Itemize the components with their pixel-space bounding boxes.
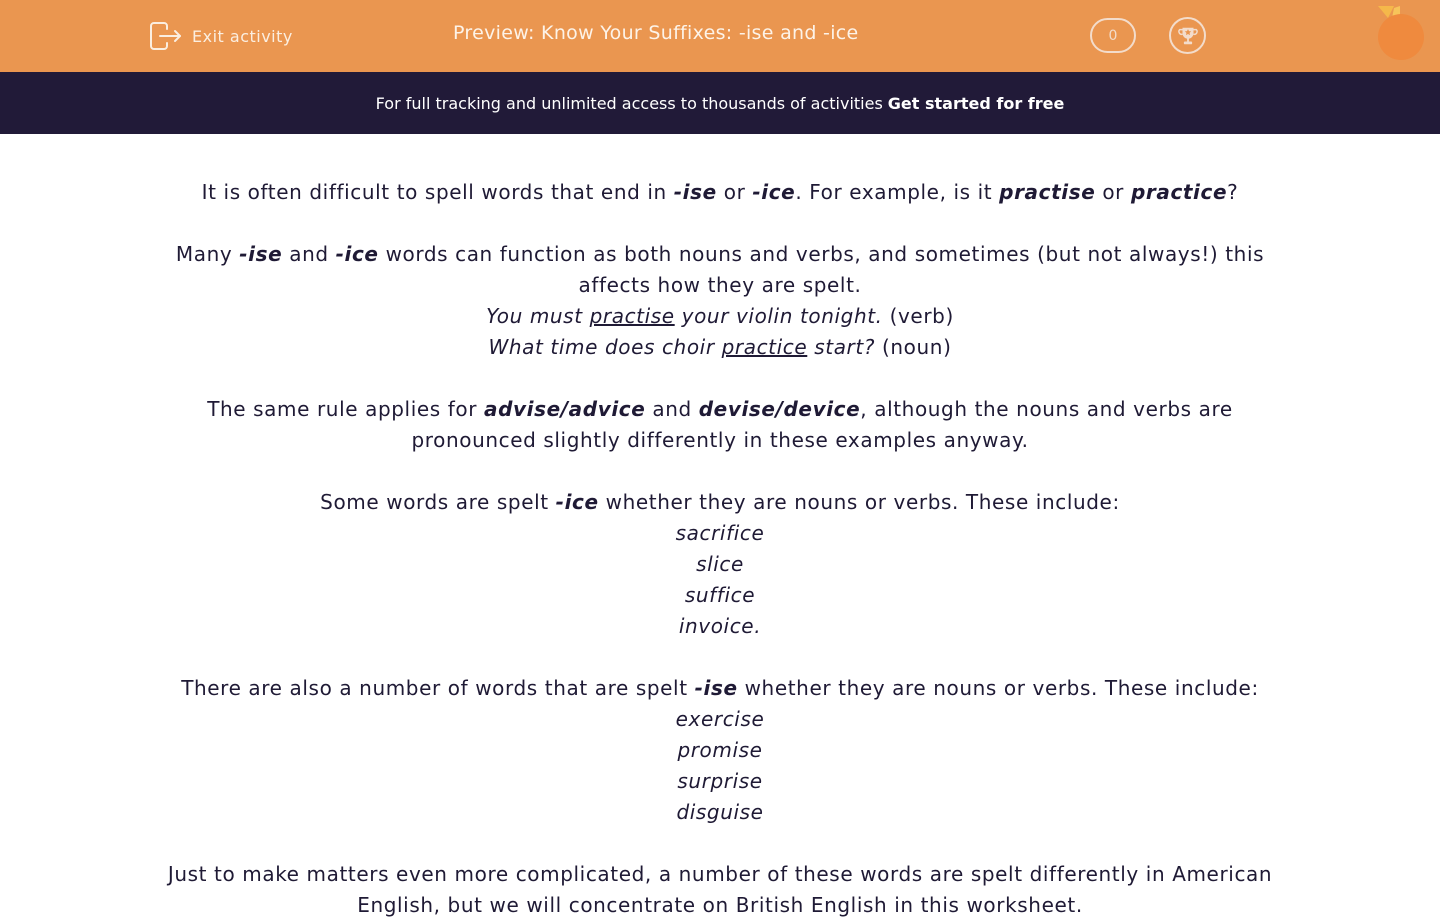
example-verb [140, 301, 1300, 332]
text: It is often difficult to spell words that end in [201, 180, 674, 204]
get-started-link[interactable]: Get started for free [887, 93, 1065, 113]
text: , although the nouns and verbs are pronounced slightly differently in these examples anyway. [411, 397, 1233, 452]
spacer [140, 642, 1300, 673]
exit-activity-label: Exit activity [192, 26, 293, 46]
emphasis: advise/advice [484, 397, 646, 421]
text: There are also a number of words that are spelt [181, 676, 695, 700]
list-item: slice [696, 552, 744, 576]
emphasis: -ice [555, 490, 599, 514]
emphasis: -ice [335, 242, 379, 266]
emphasis: practise [589, 304, 675, 328]
text: your violin tonight. [674, 304, 883, 328]
text: words can function as both nouns and verbs, and sometimes (but not always!) this affects how they are spelt. [378, 242, 1265, 297]
text: (noun) [875, 335, 952, 359]
text: whether they are nouns or verbs. These include: [598, 490, 1120, 514]
banner-text: For full tracking and unlimited access to thousands of activities [375, 93, 883, 113]
top-bar [0, 0, 1440, 72]
emphasis: -ise [239, 242, 283, 266]
emphasis: practice [721, 335, 808, 359]
page-title: Preview: Know Your Suffixes: -ise and -ice [453, 22, 859, 44]
text: or [716, 180, 753, 204]
text: The same rule applies for [207, 397, 484, 421]
exit-icon [149, 21, 182, 51]
emphasis: devise/device [698, 397, 861, 421]
american-english-paragraph: Just to make matters even more complicated, a number of these words are spelt differently in American [167, 862, 1273, 886]
american-english-paragraph-cont: English, but we will concentrate on British English in this worksheet. [357, 893, 1083, 917]
lesson-content [140, 177, 1300, 921]
text: Many [175, 242, 240, 266]
text: (verb) [882, 304, 954, 328]
ice-words-intro [140, 487, 1300, 518]
spacer [140, 208, 1300, 239]
text: . For example, is it [795, 180, 1000, 204]
list-item: disguise [676, 800, 764, 824]
score-value: 0 [1108, 27, 1118, 44]
list-item: surprise [677, 769, 763, 793]
score-badge [1090, 18, 1136, 53]
trophy-icon [1177, 25, 1199, 47]
spacer [140, 828, 1300, 859]
text: ? [1227, 180, 1239, 204]
text: Some words are spelt [320, 490, 556, 514]
list-item: exercise [675, 707, 765, 731]
logo-icon [1374, 4, 1430, 62]
signup-banner [0, 72, 1440, 134]
intro-paragraph [140, 177, 1300, 208]
emphasis: -ice [752, 180, 796, 204]
text: or [1095, 180, 1131, 204]
emphasis: practice [1130, 180, 1228, 204]
spacer [140, 363, 1300, 394]
emphasis: practise [999, 180, 1096, 204]
emphasis: -ise [694, 676, 738, 700]
list-item: invoice. [678, 614, 762, 638]
list-item: suffice [684, 583, 756, 607]
same-rule-paragraph [140, 394, 1300, 456]
exit-activity-button[interactable] [149, 20, 293, 52]
list-item: promise [677, 738, 763, 762]
text: What time does choir [488, 335, 722, 359]
text: and [645, 397, 699, 421]
trophy-button[interactable] [1169, 17, 1206, 54]
spacer [140, 456, 1300, 487]
text: whether they are nouns or verbs. These include: [737, 676, 1259, 700]
emphasis: -ise [673, 180, 717, 204]
nouns-verbs-paragraph [140, 239, 1300, 301]
text: start? [807, 335, 876, 359]
ise-words-intro [140, 673, 1300, 704]
example-noun [140, 332, 1300, 363]
text: and [282, 242, 336, 266]
list-item: sacrifice [675, 521, 765, 545]
text: You must [486, 304, 590, 328]
